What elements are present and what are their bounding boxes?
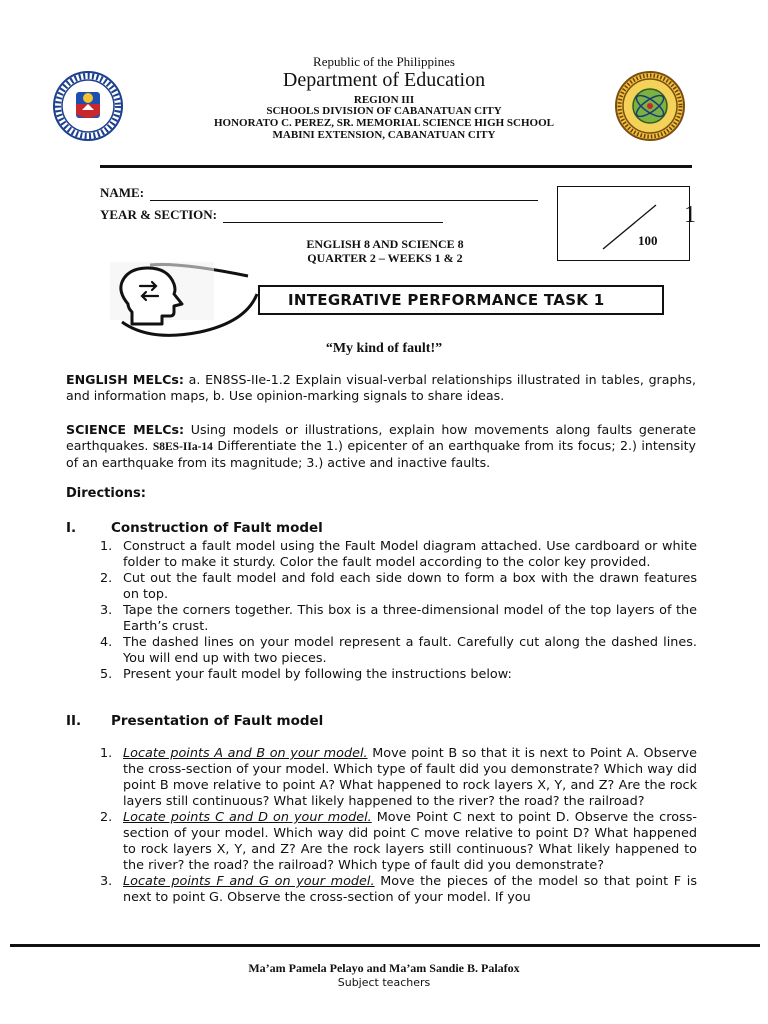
section-2-heading xyxy=(66,713,323,729)
list-item: 5. Present your fault model by following the instructions below: xyxy=(100,667,512,682)
section-1-heading xyxy=(66,520,323,536)
english-melcs-label: ENGLISH MELCs: xyxy=(66,372,184,387)
name-label: NAME: xyxy=(100,185,145,200)
english-melcs-text: a. EN8SS-IIe-1.2 Explain visual-verbal relationships illustrated in tables, graphs, and information maps, b. Use opinion-marking signals to share ideas. xyxy=(66,372,696,403)
region-heading: REGION III xyxy=(353,94,415,106)
list-item: 1. Construct a fault model using the Fault Model diagram attached. Use cardboard or white folder to make it sturdy. Color the fault model according to the color key provided. xyxy=(100,539,697,570)
name-field[interactable] xyxy=(100,185,538,201)
division-heading: SCHOOLS DIVISION OF CABANATUAN CITY xyxy=(266,105,502,117)
year-section-label: YEAR & SECTION: xyxy=(100,207,218,222)
list-item: 2. Cut out the fault model and fold each side down to form a box with the drawn features on top. xyxy=(100,571,697,602)
section-2-title: Presentation of Fault model xyxy=(111,713,324,729)
task-subtitle: “My kind of fault!” xyxy=(325,341,443,356)
section-1-list xyxy=(100,539,697,683)
directions-heading: Directions: xyxy=(66,486,146,501)
department-heading: Department of Education xyxy=(282,69,486,91)
section-1-title: Construction of Fault model xyxy=(111,520,323,536)
science-melcs-text-1: Using models or illustrations, explain how movements along faults generate earthquakes. xyxy=(66,422,696,453)
list-item: 3. Locate points F and G on your model. Move the pieces of the model so that point F is next to point G. Observe the cross-section of your model. If you xyxy=(100,874,697,905)
section-1-number: I. xyxy=(66,520,77,536)
year-section-field[interactable] xyxy=(100,207,443,223)
subject-line-2: QUARTER 2 – WEEKS 1 & 2 xyxy=(307,251,463,265)
task-title-box xyxy=(258,285,664,315)
science-melcs xyxy=(66,422,696,471)
score-box xyxy=(557,186,690,261)
subject-line-1: ENGLISH 8 AND SCIENCE 8 xyxy=(306,237,464,251)
english-melcs xyxy=(66,372,696,404)
list-item: 2. Locate points C and D on your model. Move Point C next to point D. Observe the cross-section of your model. Which way did point C move relative to point D? What happened to rock layers X, Y, and Z? Are the rock layers still continuous? What likely happened to the river? the road? the railroad? Which type of fault did you demonstrate? xyxy=(100,810,697,873)
section-2-list xyxy=(100,746,697,906)
score-slash-icon xyxy=(558,187,691,262)
footer-role: Subject teachers xyxy=(337,976,431,989)
task-title: INTEGRATIVE PERFORMANCE TASK 1 xyxy=(288,291,605,309)
score-total: 100 xyxy=(638,233,658,248)
republic-heading: Republic of the Philippines xyxy=(313,54,455,69)
thinking-head-icon xyxy=(110,262,258,338)
science-melcs-label: SCIENCE MELCs: xyxy=(66,422,185,437)
section-2-number: II. xyxy=(66,713,82,729)
list-item: 3. Tape the corners together. This box is a three-dimensional model of the top layers of the Earth’s crust. xyxy=(100,603,697,634)
science-melcs-code: S8ES-IIa-14 xyxy=(152,441,213,453)
score-mark: 1 xyxy=(684,202,696,228)
school-heading: HONORATO C. PEREZ, SR. MEMORIAL SCIENCE HIGH SCHOOL xyxy=(213,117,555,129)
list-item: 4. The dashed lines on your model represent a fault. Carefully cut along the dashed lines. You will end up with two pieces. xyxy=(100,635,697,666)
footer-divider xyxy=(10,944,760,947)
header-divider xyxy=(100,165,692,168)
address-heading: MABINI EXTENSION, CABANATUAN CITY xyxy=(272,129,496,141)
footer-teachers: Ma’am Pamela Pelayo and Ma’am Sandie B. Palafox xyxy=(248,961,520,975)
science-melcs-text-2: Differentiate the 1.) epicenter of an earthquake from its focus; 2.) intensity of an earthquake from its magnitude; 3.) active and inactive faults. xyxy=(66,438,696,470)
year-section-blank-line[interactable] xyxy=(223,211,443,223)
name-blank-line[interactable] xyxy=(150,189,538,201)
list-item: 1. Locate points A and B on your model. Move point B so that it is next to Point A. Observe the cross-section of your model. Which type of fault did you demonstrate? Which way did point B move relative to point A? What happened to rock layers X, Y, and Z? Are the rock layers still continuous? What likely happened to the river? the road? the railroad? xyxy=(100,746,697,809)
